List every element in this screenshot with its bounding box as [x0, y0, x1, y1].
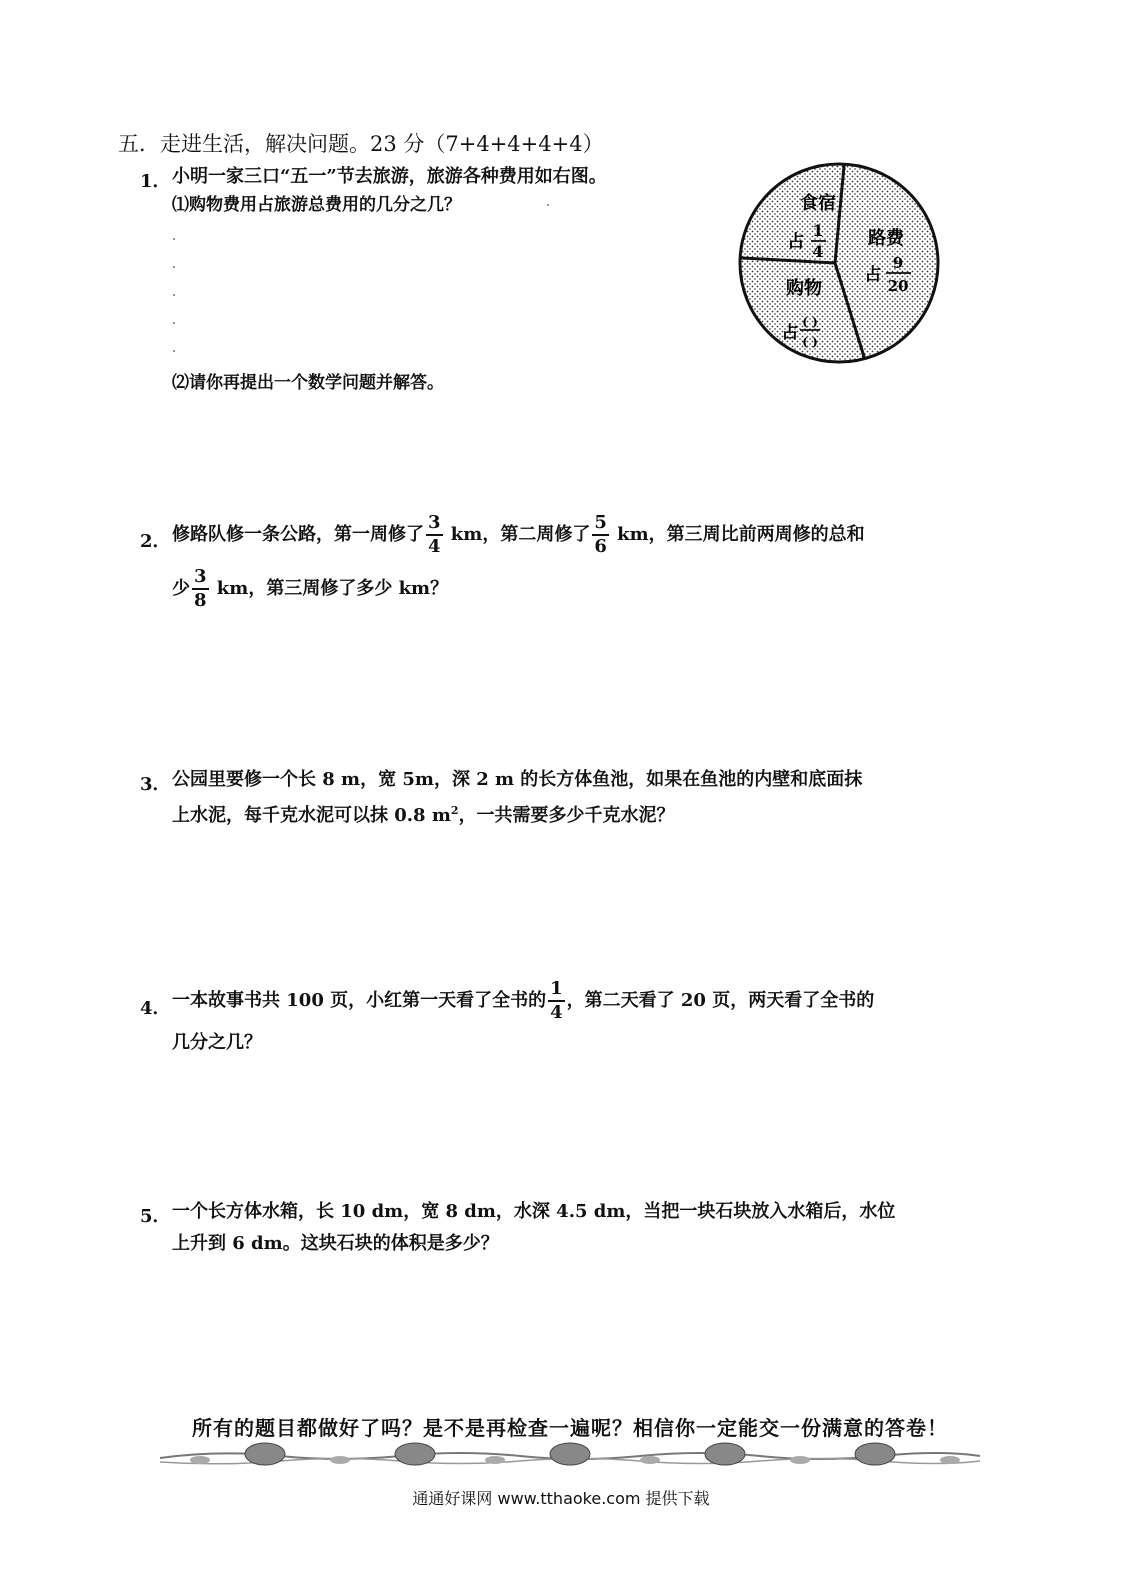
q3-text-a: 上水泥，每千克水泥可以抹 0.8 m — [172, 805, 451, 826]
question-4-line2: 几分之几？ — [172, 1032, 262, 1053]
q2-fraction-3 — [192, 568, 209, 610]
question-4-number: 4． — [140, 998, 171, 1019]
q2-f2-num: 5 — [592, 514, 609, 536]
pie-frac-num-travel: 9 — [892, 254, 904, 272]
pie-frac-den-travel: 20 — [887, 277, 909, 295]
pie-label-shopping: 购物 — [786, 278, 822, 299]
pie-frac-den-food: 4 — [812, 242, 824, 261]
footer-credit: 通通好课网 www.tthaoke.com 提供下载 — [412, 1489, 710, 1508]
pie-prefix-travel: 占 — [864, 265, 882, 285]
pie-frac-num-shopping: ( ) — [802, 315, 818, 329]
question-5-line2: 上升到 6 dm。这块石块的体积是多少？ — [172, 1233, 499, 1254]
q2-text-3: km，第三周比前两周修的总和 — [610, 524, 865, 545]
scan-dot — [173, 238, 175, 240]
pie-frac-den-shopping: ( ) — [802, 335, 818, 349]
scan-dot — [173, 322, 175, 324]
question-1-sub2: ⑵请你再提出一个数学问题并解答。 — [172, 373, 444, 393]
q2-f3-den: 8 — [194, 590, 207, 611]
q2-fraction-1 — [426, 514, 443, 556]
scan-dot — [173, 266, 175, 268]
q4-text-2: ，第二天看了 20 页，两天看了全书的 — [566, 990, 875, 1011]
question-1-sub1: ⑴购物费用占旅游总费用的几分之几？ — [172, 195, 461, 215]
question-2-line1 — [172, 514, 865, 556]
q2-text-2: km，第二周修了 — [444, 524, 591, 545]
question-3-line2 — [172, 796, 675, 831]
pie-frac-num-food: 1 — [812, 221, 824, 240]
q2-f1-den: 4 — [428, 536, 441, 557]
q2-text-1: 修路队修一条公路，第一周修了 — [172, 524, 424, 545]
pie-prefix-food: 占 — [787, 232, 805, 252]
question-5-number: 5． — [140, 1206, 171, 1227]
footer-slogan: 所有的题目都做好了吗？是不是再检查一遍呢？相信你一定能交一份满意的答卷！ — [192, 1416, 948, 1440]
scan-dot — [173, 350, 175, 352]
q2-text-5: km，第三周修了多少 km？ — [210, 578, 449, 599]
q4-f1-num: 1 — [548, 980, 565, 1002]
q4-f1-den: 4 — [550, 1002, 563, 1023]
pie-label-food: 食宿 — [800, 193, 836, 214]
q4-fraction — [548, 980, 565, 1022]
question-3-line1: 公园里要修一个长 8 m，宽 5m，深 2 m 的长方体鱼池，如果在鱼池的内壁和底面抹 — [172, 769, 863, 790]
question-4-line1 — [172, 980, 874, 1022]
question-5-line1: 一个长方体水箱，长 10 dm，宽 8 dm，水深 4.5 dm，当把一块石块放入水箱后，水位 — [172, 1201, 896, 1222]
q3-text-b: ，一共需要多少千克水泥？ — [458, 805, 675, 826]
q2-text-4: 少 — [172, 578, 190, 599]
question-2-line2 — [172, 568, 448, 610]
q2-f1-num: 3 — [426, 514, 443, 536]
question-1-text: 小明一家三口“五一”节去旅游，旅游各种费用如右图。 — [172, 166, 607, 187]
pie-label-travel: 路费 — [868, 228, 904, 249]
question-3-number: 3． — [140, 774, 171, 795]
q2-f2-den: 6 — [594, 536, 607, 557]
section-heading: 五．走进生活，解决问题。23 分（7+4+4+4+4） — [118, 132, 604, 156]
question-2-number: 2． — [140, 531, 171, 552]
question-1-number: 1． — [140, 171, 171, 192]
q2-f3-num: 3 — [192, 568, 209, 590]
q3-superscript: 2 — [450, 804, 459, 817]
q2-fraction-2 — [592, 514, 609, 556]
scan-dot — [547, 204, 549, 206]
q4-text-1: 一本故事书共 100 页，小红第一天看了全书的 — [172, 990, 547, 1011]
scan-dot — [173, 294, 175, 296]
expense-pie-chart — [736, 160, 942, 366]
pie-prefix-shopping: 占 — [781, 323, 799, 343]
